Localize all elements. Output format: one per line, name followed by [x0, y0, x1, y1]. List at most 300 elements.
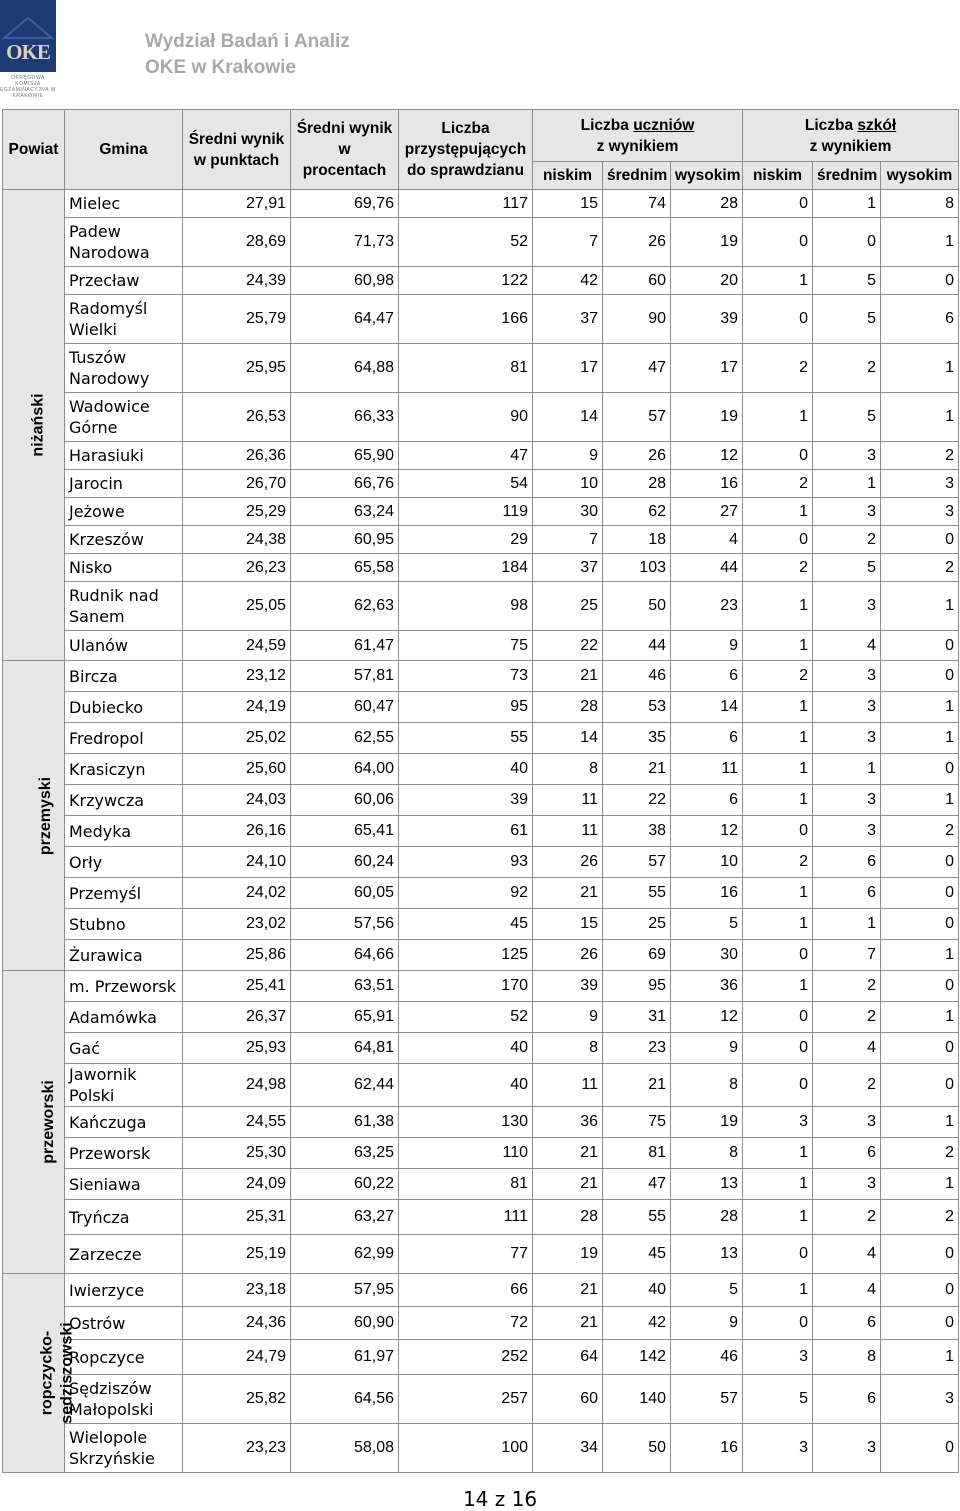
value-cell: 25,60 [183, 754, 291, 785]
table-body [3, 190, 959, 1473]
gmina-cell: Przeworsk [65, 1138, 183, 1169]
value-cell: 45 [603, 1235, 671, 1274]
value-cell: 14 [533, 393, 603, 442]
value-cell: 28,69 [183, 218, 291, 267]
table-row [3, 267, 959, 295]
gmina-cell: Ulanów [65, 631, 183, 661]
value-cell: 4 [813, 1235, 881, 1274]
value-cell: 23,02 [183, 909, 291, 940]
header-avg-points: Średni wynik w punktach [183, 110, 291, 190]
value-cell: 111 [399, 1200, 533, 1235]
value-cell: 21 [533, 878, 603, 909]
value-cell: 8 [533, 754, 603, 785]
table-row [3, 498, 959, 526]
value-cell: 24,36 [183, 1307, 291, 1340]
value-cell: 0 [743, 1033, 813, 1064]
value-cell: 6 [671, 723, 743, 754]
value-cell: 2 [813, 344, 881, 393]
value-cell: 1 [743, 1169, 813, 1200]
table-row [3, 218, 959, 267]
gmina-cell: Żurawica [65, 940, 183, 971]
powiat-cell [3, 971, 65, 1274]
gmina-cell: Przecław [65, 267, 183, 295]
header-schools-c: z wynikiem [809, 137, 892, 155]
value-cell: 90 [603, 295, 671, 344]
value-cell: 1 [881, 1107, 959, 1138]
value-cell: 95 [603, 971, 671, 1002]
value-cell: 0 [881, 1274, 959, 1307]
value-cell: 6 [671, 661, 743, 692]
header-avg-percent: Średni wynik w procentach [291, 110, 399, 190]
table-row [3, 1138, 959, 1169]
value-cell: 47 [603, 1169, 671, 1200]
powiat-cell [3, 1274, 76, 1473]
value-cell: 23,23 [183, 1424, 291, 1473]
value-cell: 12 [671, 1002, 743, 1033]
value-cell: 25,05 [183, 582, 291, 631]
value-cell: 40 [399, 754, 533, 785]
value-cell: 1 [881, 1340, 959, 1375]
value-cell: 24,09 [183, 1169, 291, 1200]
value-cell: 2 [743, 847, 813, 878]
value-cell: 24,03 [183, 785, 291, 816]
value-cell: 64,66 [291, 940, 399, 971]
value-cell: 25,86 [183, 940, 291, 971]
value-cell: 1 [743, 393, 813, 442]
value-cell: 30 [533, 498, 603, 526]
powiat-name-line2: sędziszowski [58, 1322, 76, 1424]
value-cell: 4 [671, 526, 743, 554]
value-cell: 50 [603, 1424, 671, 1473]
table-row [3, 847, 959, 878]
value-cell: 6 [671, 785, 743, 816]
value-cell: 22 [603, 785, 671, 816]
value-cell: 16 [671, 878, 743, 909]
value-cell: 6 [813, 1138, 881, 1169]
header-schools-high: wysokim [881, 162, 959, 190]
value-cell: 4 [813, 1033, 881, 1064]
value-cell: 21 [603, 754, 671, 785]
value-cell: 39 [399, 785, 533, 816]
value-cell: 166 [399, 295, 533, 344]
table-row [3, 1307, 959, 1340]
gmina-cell: Tuszów Narodowy [65, 344, 183, 393]
value-cell: 65,41 [291, 816, 399, 847]
value-cell: 0 [881, 909, 959, 940]
value-cell: 60,47 [291, 692, 399, 723]
value-cell: 0 [881, 1235, 959, 1274]
value-cell: 20 [671, 267, 743, 295]
value-cell: 1 [743, 1274, 813, 1307]
gmina-cell: Bircza [65, 661, 183, 692]
value-cell: 2 [813, 526, 881, 554]
value-cell: 55 [603, 1200, 671, 1235]
value-cell: 25,31 [183, 1200, 291, 1235]
gmina-cell: Wadowice Górne [65, 393, 183, 442]
value-cell: 0 [881, 754, 959, 785]
value-cell: 98 [399, 582, 533, 631]
gmina-cell: Przemyśl [65, 878, 183, 909]
value-cell: 40 [399, 1033, 533, 1064]
value-cell: 0 [743, 295, 813, 344]
value-cell: 28 [533, 1200, 603, 1235]
gmina-cell: Iwierzyce [65, 1274, 183, 1307]
value-cell: 64,56 [291, 1375, 399, 1424]
value-cell: 21 [533, 1169, 603, 1200]
value-cell: 45 [399, 909, 533, 940]
value-cell: 9 [671, 631, 743, 661]
value-cell: 1 [743, 267, 813, 295]
table-row [3, 526, 959, 554]
table-row [3, 442, 959, 470]
value-cell: 0 [743, 526, 813, 554]
value-cell: 5 [671, 909, 743, 940]
value-cell: 0 [743, 1002, 813, 1033]
value-cell: 3 [743, 1340, 813, 1375]
value-cell: 14 [533, 723, 603, 754]
value-cell: 24,55 [183, 1107, 291, 1138]
value-cell: 47 [399, 442, 533, 470]
gmina-cell: Krzywcza [65, 785, 183, 816]
value-cell: 0 [743, 442, 813, 470]
value-cell: 26,37 [183, 1002, 291, 1033]
value-cell: 60,24 [291, 847, 399, 878]
value-cell: 57 [603, 847, 671, 878]
gmina-cell: Padew Narodowa [65, 218, 183, 267]
gmina-cell: Ropczyce [65, 1340, 183, 1375]
table-row [3, 1033, 959, 1064]
value-cell: 36 [533, 1107, 603, 1138]
value-cell: 1 [743, 631, 813, 661]
value-cell: 0 [881, 971, 959, 1002]
value-cell: 0 [743, 816, 813, 847]
value-cell: 3 [813, 582, 881, 631]
gmina-cell: Stubno [65, 909, 183, 940]
value-cell: 3 [881, 498, 959, 526]
value-cell: 26,36 [183, 442, 291, 470]
value-cell: 64,81 [291, 1033, 399, 1064]
value-cell: 28 [671, 190, 743, 218]
value-cell: 55 [399, 723, 533, 754]
value-cell: 24,19 [183, 692, 291, 723]
value-cell: 60,22 [291, 1169, 399, 1200]
value-cell: 1 [881, 1002, 959, 1033]
value-cell: 92 [399, 878, 533, 909]
value-cell: 1 [743, 754, 813, 785]
table-row [3, 1002, 959, 1033]
value-cell: 0 [881, 1033, 959, 1064]
value-cell: 26 [603, 442, 671, 470]
value-cell: 25 [533, 582, 603, 631]
value-cell: 10 [533, 470, 603, 498]
value-cell: 9 [671, 1307, 743, 1340]
header-students-low: niskim [533, 162, 603, 190]
value-cell: 4 [813, 631, 881, 661]
value-cell: 8 [813, 1340, 881, 1375]
gmina-cell: Sędziszów Małopolski [65, 1375, 183, 1424]
value-cell: 0 [743, 940, 813, 971]
value-cell: 57 [603, 393, 671, 442]
value-cell: 0 [743, 218, 813, 267]
value-cell: 1 [743, 692, 813, 723]
value-cell: 0 [881, 1424, 959, 1473]
value-cell: 62,63 [291, 582, 399, 631]
value-cell: 19 [671, 1107, 743, 1138]
gmina-cell: Sieniawa [65, 1169, 183, 1200]
value-cell: 184 [399, 554, 533, 582]
gmina-cell: Ostrów [65, 1307, 183, 1340]
table-row [3, 1200, 959, 1235]
value-cell: 1 [881, 393, 959, 442]
value-cell: 24,38 [183, 526, 291, 554]
value-cell: 13 [671, 1169, 743, 1200]
value-cell: 142 [603, 1340, 671, 1375]
value-cell: 60 [603, 267, 671, 295]
value-cell: 5 [743, 1375, 813, 1424]
value-cell: 54 [399, 470, 533, 498]
powiat-cell [3, 661, 65, 971]
value-cell: 69,76 [291, 190, 399, 218]
value-cell: 11 [533, 1064, 603, 1107]
value-cell: 140 [603, 1375, 671, 1424]
value-cell: 22 [533, 631, 603, 661]
header-students-mid: średnim [603, 162, 671, 190]
value-cell: 7 [533, 218, 603, 267]
value-cell: 3 [813, 498, 881, 526]
value-cell: 28 [671, 1200, 743, 1235]
value-cell: 7 [813, 940, 881, 971]
table-row [3, 723, 959, 754]
value-cell: 1 [813, 470, 881, 498]
value-cell: 26,23 [183, 554, 291, 582]
table-row [3, 1235, 959, 1274]
value-cell: 1 [813, 909, 881, 940]
header-students-a: Liczba [580, 116, 629, 134]
value-cell: 26 [533, 847, 603, 878]
value-cell: 19 [671, 218, 743, 267]
value-cell: 62,99 [291, 1235, 399, 1274]
value-cell: 3 [881, 470, 959, 498]
value-cell: 3 [813, 1424, 881, 1473]
value-cell: 2 [881, 442, 959, 470]
value-cell: 64,00 [291, 754, 399, 785]
value-cell: 1 [743, 1138, 813, 1169]
gmina-cell: m. Przeworsk [65, 971, 183, 1002]
value-cell: 25,30 [183, 1138, 291, 1169]
value-cell: 1 [881, 723, 959, 754]
value-cell: 16 [671, 470, 743, 498]
value-cell: 0 [881, 1307, 959, 1340]
gmina-cell: Krasiczyn [65, 754, 183, 785]
value-cell: 19 [533, 1235, 603, 1274]
value-cell: 5 [813, 267, 881, 295]
value-cell: 30 [671, 940, 743, 971]
value-cell: 4 [813, 1274, 881, 1307]
value-cell: 52 [399, 218, 533, 267]
value-cell: 25,95 [183, 344, 291, 393]
gmina-cell: Orły [65, 847, 183, 878]
value-cell: 8 [671, 1064, 743, 1107]
value-cell: 39 [671, 295, 743, 344]
value-cell: 74 [603, 190, 671, 218]
value-cell: 12 [671, 442, 743, 470]
value-cell: 15 [533, 190, 603, 218]
value-cell: 38 [603, 816, 671, 847]
value-cell: 6 [881, 295, 959, 344]
value-cell: 0 [743, 1064, 813, 1107]
value-cell: 1 [881, 785, 959, 816]
value-cell: 117 [399, 190, 533, 218]
value-cell: 66,76 [291, 470, 399, 498]
value-cell: 73 [399, 661, 533, 692]
value-cell: 110 [399, 1138, 533, 1169]
value-cell: 14 [671, 692, 743, 723]
value-cell: 2 [881, 1200, 959, 1235]
value-cell: 11 [533, 785, 603, 816]
value-cell: 21 [533, 1138, 603, 1169]
value-cell: 29 [399, 526, 533, 554]
gmina-cell: Jeżowe [65, 498, 183, 526]
value-cell: 0 [881, 878, 959, 909]
value-cell: 119 [399, 498, 533, 526]
value-cell: 3 [813, 442, 881, 470]
value-cell: 5 [813, 393, 881, 442]
gmina-cell: Kańczuga [65, 1107, 183, 1138]
value-cell: 1 [743, 785, 813, 816]
value-cell: 63,51 [291, 971, 399, 1002]
gmina-cell: Fredropol [65, 723, 183, 754]
value-cell: 100 [399, 1424, 533, 1473]
value-cell: 21 [533, 1274, 603, 1307]
gmina-cell: Dubiecko [65, 692, 183, 723]
value-cell: 66,33 [291, 393, 399, 442]
table-row [3, 190, 959, 218]
value-cell: 0 [881, 526, 959, 554]
page-number: 14 z 16 [462, 1487, 538, 1511]
value-cell: 17 [533, 344, 603, 393]
table-row [3, 661, 959, 692]
value-cell: 26,53 [183, 393, 291, 442]
gmina-cell: Gać [65, 1033, 183, 1064]
value-cell: 2 [743, 470, 813, 498]
value-cell: 1 [813, 190, 881, 218]
gmina-cell: Nisko [65, 554, 183, 582]
table-row [3, 692, 959, 723]
value-cell: 3 [743, 1107, 813, 1138]
gmina-cell: Krzeszów [65, 526, 183, 554]
table-row [3, 393, 959, 442]
value-cell: 61,97 [291, 1340, 399, 1375]
value-cell: 35 [603, 723, 671, 754]
value-cell: 5 [813, 295, 881, 344]
value-cell: 60,98 [291, 267, 399, 295]
value-cell: 0 [813, 218, 881, 267]
value-cell: 6 [813, 1307, 881, 1340]
value-cell: 1 [881, 344, 959, 393]
value-cell: 57,95 [291, 1274, 399, 1307]
header-schools-b: szkół [857, 116, 897, 134]
value-cell: 1 [743, 582, 813, 631]
value-cell: 62 [603, 498, 671, 526]
value-cell: 3 [743, 1424, 813, 1473]
value-cell: 63,25 [291, 1138, 399, 1169]
value-cell: 55 [603, 878, 671, 909]
value-cell: 8 [671, 1138, 743, 1169]
value-cell: 10 [671, 847, 743, 878]
value-cell: 8 [533, 1033, 603, 1064]
value-cell: 21 [603, 1064, 671, 1107]
value-cell: 42 [603, 1307, 671, 1340]
header-gmina: Gmina [65, 110, 183, 190]
value-cell: 1 [881, 582, 959, 631]
powiat-cell [3, 190, 65, 661]
value-cell: 3 [813, 1107, 881, 1138]
table-row [3, 554, 959, 582]
value-cell: 57,56 [291, 909, 399, 940]
value-cell: 0 [743, 1235, 813, 1274]
value-cell: 28 [533, 692, 603, 723]
value-cell: 1 [881, 940, 959, 971]
value-cell: 57 [671, 1375, 743, 1424]
value-cell: 8 [881, 190, 959, 218]
value-cell: 44 [671, 554, 743, 582]
value-cell: 0 [743, 190, 813, 218]
value-cell: 1 [881, 692, 959, 723]
value-cell: 3 [813, 661, 881, 692]
value-cell: 37 [533, 295, 603, 344]
value-cell: 27,91 [183, 190, 291, 218]
value-cell: 25,41 [183, 971, 291, 1002]
value-cell: 24,39 [183, 267, 291, 295]
value-cell: 25,93 [183, 1033, 291, 1064]
value-cell: 81 [399, 344, 533, 393]
table-row [3, 909, 959, 940]
table-row [3, 971, 959, 1002]
value-cell: 9 [533, 1002, 603, 1033]
value-cell: 12 [671, 816, 743, 847]
gmina-cell: Radomyśl Wielki [65, 295, 183, 344]
value-cell: 24,98 [183, 1064, 291, 1107]
value-cell: 66 [399, 1274, 533, 1307]
value-cell: 24,10 [183, 847, 291, 878]
gmina-cell: Jawornik Polski [65, 1064, 183, 1107]
value-cell: 1 [743, 723, 813, 754]
header-schools-low: niskim [743, 162, 813, 190]
value-cell: 103 [603, 554, 671, 582]
value-cell: 24,02 [183, 878, 291, 909]
value-cell: 75 [399, 631, 533, 661]
value-cell: 62,44 [291, 1064, 399, 1107]
gmina-cell: Harasiuki [65, 442, 183, 470]
table-row [3, 940, 959, 971]
value-cell: 0 [743, 1307, 813, 1340]
gmina-cell: Medyka [65, 816, 183, 847]
value-cell: 63,27 [291, 1200, 399, 1235]
value-cell: 61 [399, 816, 533, 847]
value-cell: 5 [671, 1274, 743, 1307]
value-cell: 25,02 [183, 723, 291, 754]
table-row [3, 816, 959, 847]
value-cell: 27 [671, 498, 743, 526]
value-cell: 5 [813, 554, 881, 582]
value-cell: 9 [533, 442, 603, 470]
value-cell: 60 [533, 1375, 603, 1424]
value-cell: 9 [671, 1033, 743, 1064]
value-cell: 58,08 [291, 1424, 399, 1473]
value-cell: 81 [603, 1138, 671, 1169]
value-cell: 2 [813, 1200, 881, 1235]
value-cell: 0 [881, 631, 959, 661]
